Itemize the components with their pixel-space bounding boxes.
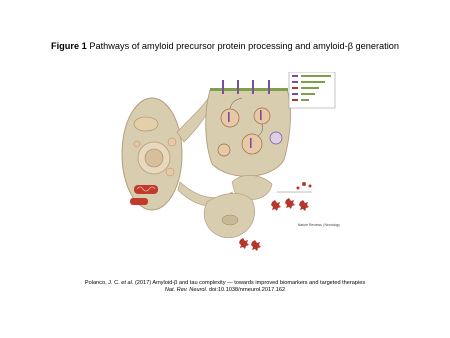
journal-name: Nat. Rev. Neurol.: [164, 287, 208, 294]
endoplasmic-reticulum: [134, 117, 158, 131]
citation-etal: et al.: [121, 280, 134, 286]
publisher-mark: Nature Reviews | Neurology: [297, 223, 340, 227]
doi: doi:10.1038/nrneurol.2017.162: [207, 287, 286, 294]
plasma-membrane: [210, 88, 288, 91]
citation-authors: Polanco, J. C.: [84, 280, 122, 286]
figure-illustration: [112, 72, 342, 252]
figure-title: Pathways of amyloid precursor protein processing and amyloid-β generation: [89, 41, 399, 51]
slide-title: [0, 40, 450, 52]
legend-box: [289, 72, 335, 108]
figure-label: Figure 1: [51, 41, 87, 51]
citation: [0, 280, 450, 295]
citation-rest: (2017) Amyloid-β and tau complexity — towards improved biomarkers and targeted therapies: [133, 280, 366, 286]
